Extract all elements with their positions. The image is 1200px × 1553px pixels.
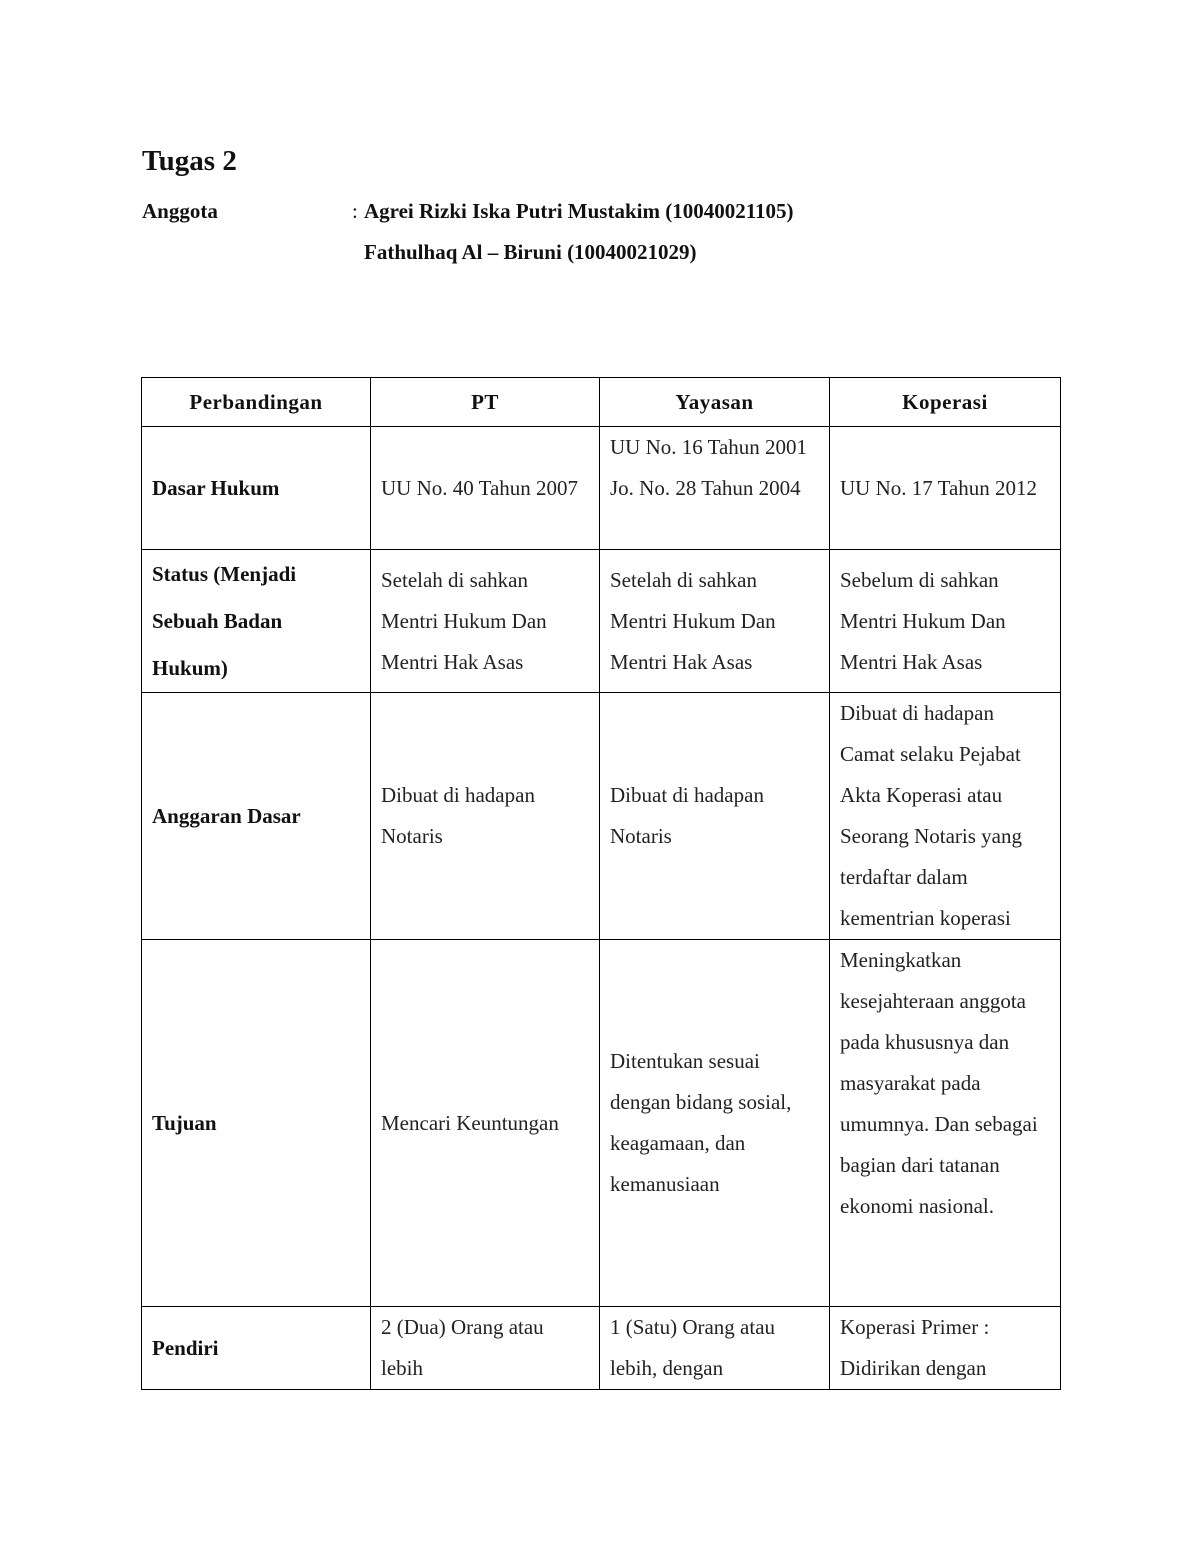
table-cell: Meningkatkan kesejahteraan anggota pada khususnya dan masyarakat pada umumnya. Dan sebagai bagian dari tatanan ekonomi nasional. xyxy=(830,940,1061,1307)
table-row xyxy=(142,693,1061,940)
table-cell: Koperasi Primer : Didirikan dengan xyxy=(830,1307,1061,1390)
row-label: Tujuan xyxy=(142,940,371,1307)
table-cell: Ditentukan sesuai dengan bidang sosial, keagamaan, dan kemanusiaan xyxy=(600,940,830,1307)
table-cell: UU No. 17 Tahun 2012 xyxy=(830,427,1061,550)
table-cell: UU No. 40 Tahun 2007 xyxy=(371,427,600,550)
members-separator: : xyxy=(352,199,358,223)
table-row xyxy=(142,940,1061,1307)
table-cell: Dibuat di hadapan Camat selaku Pejabat Akta Koperasi atau Seorang Notaris yang terdaftar dalam kementrian koperasi xyxy=(830,693,1061,940)
table-cell: 2 (Dua) Orang atau lebih xyxy=(371,1307,600,1390)
row-label: Status (Menjadi Sebuah Badan Hukum) xyxy=(142,550,371,693)
column-header-pt: PT xyxy=(371,378,600,427)
table-row xyxy=(142,1307,1061,1390)
table-cell: Setelah di sahkan Mentri Hukum Dan Mentri Hak Asas xyxy=(600,550,830,693)
table-cell: Mencari Keuntungan xyxy=(371,940,600,1307)
table-cell: Setelah di sahkan Mentri Hukum Dan Mentri Hak Asas xyxy=(371,550,600,693)
table-header-row xyxy=(142,378,1061,427)
row-label: Anggaran Dasar xyxy=(142,693,371,940)
table-row xyxy=(142,550,1061,693)
column-header-yayasan: Yayasan xyxy=(600,378,830,427)
member-name: Fathulhaq Al – Biruni (10040021029) xyxy=(364,240,697,264)
column-header-perbandingan: Perbandingan xyxy=(142,378,371,427)
table-cell: Sebelum di sahkan Mentri Hukum Dan Mentri Hak Asas xyxy=(830,550,1061,693)
column-header-koperasi: Koperasi xyxy=(830,378,1061,427)
table-cell: UU No. 16 Tahun 2001 Jo. No. 28 Tahun 2004 xyxy=(600,427,830,550)
table-cell: Dibuat di hadapan Notaris xyxy=(371,693,600,940)
table-row xyxy=(142,427,1061,550)
member-name: Agrei Rizki Iska Putri Mustakim (10040021105) xyxy=(364,199,794,223)
members-label: Anggota xyxy=(142,199,218,223)
row-label: Dasar Hukum xyxy=(142,427,371,550)
table-cell: 1 (Satu) Orang atau lebih, dengan xyxy=(600,1307,830,1390)
document-title: Tugas 2 xyxy=(142,145,237,177)
table-cell: Dibuat di hadapan Notaris xyxy=(600,693,830,940)
comparison-table xyxy=(141,377,1061,1390)
row-label: Pendiri xyxy=(142,1307,371,1390)
